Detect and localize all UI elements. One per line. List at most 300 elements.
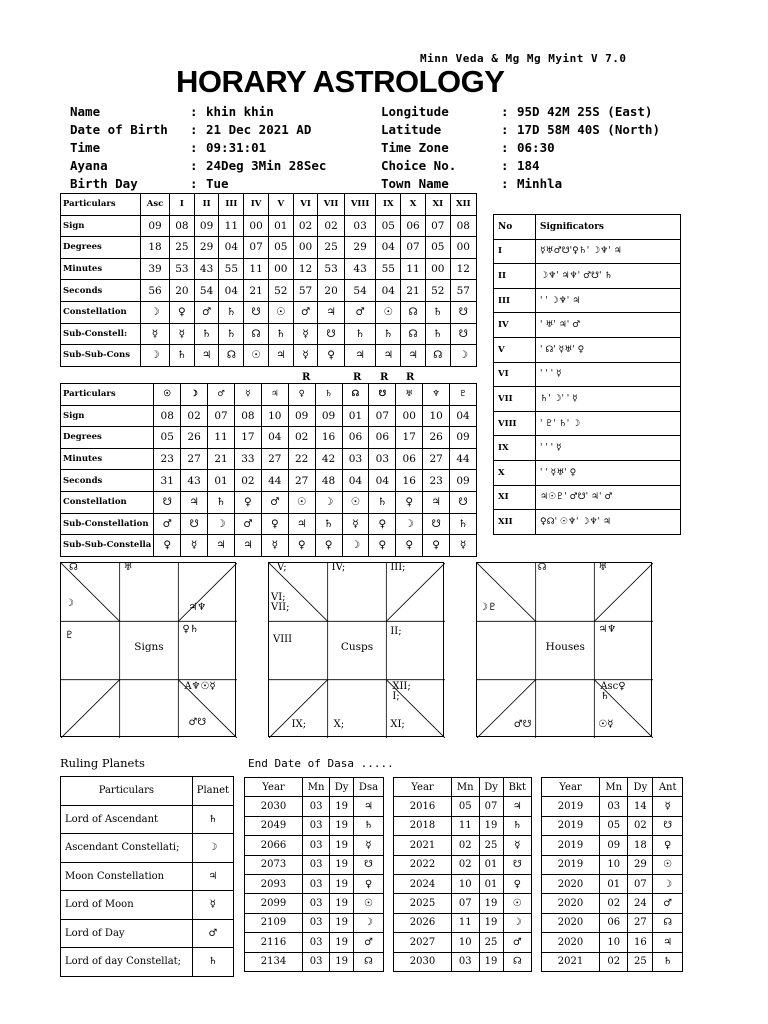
header-row: [494, 215, 681, 240]
column-header: ♃: [261, 384, 288, 406]
table-cell: ♃: [401, 345, 426, 367]
table-cell: 08: [170, 215, 195, 237]
table-cell: 02: [600, 952, 628, 971]
table-row: [245, 933, 384, 952]
header-row: [61, 777, 234, 806]
table-cell: 25: [318, 237, 344, 259]
table-cell: ♄: [653, 952, 683, 971]
chart-cell-br-top: A♆☉☿: [184, 680, 216, 692]
table-cell: ♄: [208, 491, 235, 513]
house-number: I: [494, 239, 536, 264]
column-header: XII: [450, 194, 476, 216]
table-cell: ♂: [261, 491, 288, 513]
info-value: 184: [517, 158, 540, 173]
header-row: [61, 194, 477, 216]
chart-cell-tc: ♅: [123, 562, 133, 573]
table-cell: 09: [315, 405, 342, 427]
column-header: Significators: [536, 215, 681, 240]
column-header: ☿: [234, 384, 261, 406]
table-row: [394, 913, 532, 932]
significators-table: [493, 214, 681, 535]
table-row: [494, 411, 681, 436]
table-cell: ☿: [450, 535, 477, 557]
info-label: Ayana: [70, 158, 108, 173]
table-row: [394, 933, 532, 952]
table-cell: 03: [303, 894, 330, 913]
chart-cell-br-bot: ☉☿: [598, 718, 614, 730]
table-cell: 2066: [245, 836, 303, 855]
table-cell: 14: [628, 797, 653, 816]
info-row: [70, 176, 406, 194]
info-colon: :: [501, 140, 509, 155]
table-cell: 25: [628, 952, 653, 971]
table-row: [61, 280, 477, 302]
column-header: IX: [376, 194, 401, 216]
house-number: X: [494, 460, 536, 485]
table-cell: 54: [194, 280, 219, 302]
table-cell: ♀: [170, 301, 195, 323]
table-cell: ♃: [194, 345, 219, 367]
row-label: Degrees: [61, 237, 141, 259]
house-number: XI: [494, 485, 536, 510]
table-cell: ☽: [353, 913, 383, 932]
table-cell: 01: [479, 855, 503, 874]
house-number: V: [494, 337, 536, 362]
table-cell: 2073: [245, 855, 303, 874]
chart-cell-br-bot: ♂☋: [188, 716, 207, 728]
column-header: Particulars: [61, 384, 154, 406]
table-cell: 10: [452, 933, 480, 952]
column-header: Dy: [479, 778, 503, 797]
column-header: No: [494, 215, 536, 240]
table-cell: 16: [396, 470, 423, 492]
table-cell: ☊: [503, 952, 531, 971]
table-cell: 2027: [394, 933, 452, 952]
table-cell: 00: [293, 237, 318, 259]
info-colon: :: [190, 158, 198, 173]
table-cell: ☿: [170, 323, 195, 345]
table-cell: 04: [342, 470, 369, 492]
table-cell: 29: [344, 237, 376, 259]
table-cell: 07: [425, 215, 450, 237]
column-header: III: [219, 194, 244, 216]
info-colon: :: [501, 104, 509, 119]
table-row: [494, 337, 681, 362]
table-cell: ♃: [234, 535, 261, 557]
table-cell: 04: [376, 280, 401, 302]
significator-cell: ' ' ' ☿: [536, 362, 681, 387]
info-row: [70, 140, 406, 158]
table-cell: 17: [234, 427, 261, 449]
table-cell: 02: [234, 470, 261, 492]
column-header: Particulars: [61, 194, 141, 216]
table-cell: ♄: [170, 345, 195, 367]
table-cell: ♄: [369, 491, 396, 513]
table-cell: 56: [141, 280, 170, 302]
table-cell: 00: [450, 237, 476, 259]
table-cell: 01: [268, 215, 293, 237]
table-cell: 07: [401, 237, 426, 259]
table-cell: 2018: [394, 816, 452, 835]
table-cell: 05: [425, 237, 450, 259]
significator-cell: ' ☊' ☿♅' ♀: [536, 337, 681, 362]
table-row: [394, 816, 532, 835]
table-cell: 07: [244, 237, 269, 259]
table-cell: 55: [376, 258, 401, 280]
column-header: ♅: [396, 384, 423, 406]
table-cell: ☊: [653, 913, 683, 932]
info-value: Tue: [206, 176, 229, 191]
column-header: Dsa: [353, 778, 383, 797]
table-cell: 19: [479, 816, 503, 835]
table-row: [61, 919, 234, 948]
column-header: Mn: [303, 778, 330, 797]
table-cell: ☋: [181, 513, 208, 535]
table-row: [245, 874, 384, 893]
info-block: [70, 104, 710, 194]
table-cell: ☿: [503, 836, 531, 855]
table-cell: 02: [318, 215, 344, 237]
table-cell: 19: [330, 836, 354, 855]
table-cell: ☋: [318, 323, 344, 345]
table-cell: ☋: [154, 491, 181, 513]
table-cell: ☿: [353, 836, 383, 855]
info-value: khin khin: [206, 104, 274, 119]
table-cell: ♄: [353, 816, 383, 835]
ruling-particular: Lord of day Constellat;: [61, 948, 193, 977]
table-row: [61, 237, 477, 259]
table-cell: 03: [600, 797, 628, 816]
table-cell: 02: [628, 816, 653, 835]
table-cell: ☉: [244, 345, 269, 367]
table-cell: ♀: [396, 535, 423, 557]
table-cell: ☽: [503, 913, 531, 932]
table-cell: 00: [425, 258, 450, 280]
significator-cell: ♀☊' ☉♆' ☽♆' ♃: [536, 510, 681, 535]
house-number: II: [494, 264, 536, 289]
column-header: Dy: [330, 778, 354, 797]
significator-cell: ' ' ☿♅' ♀: [536, 460, 681, 485]
houses-chart: [476, 562, 652, 737]
column-header: IV: [244, 194, 269, 216]
chart-cell-tl-top: V;: [277, 562, 287, 573]
chart-cell-ml: VIII: [273, 634, 293, 646]
table-cell: ♀: [396, 491, 423, 513]
chart-cell-tl-bot: VI; VII;: [271, 592, 290, 613]
chart-cell-br-top: XII; I;: [392, 680, 411, 702]
table-cell: 22: [288, 448, 315, 470]
table-cell: 02: [293, 215, 318, 237]
table-cell: 04: [219, 237, 244, 259]
table-cell: 19: [330, 913, 354, 932]
table-cell: 19: [479, 894, 503, 913]
column-header: VIII: [344, 194, 376, 216]
table-cell: 05: [452, 797, 480, 816]
table-cell: 06: [401, 215, 426, 237]
info-row: [70, 122, 406, 140]
info-colon: :: [190, 122, 198, 137]
row-label: Seconds: [61, 280, 141, 302]
table-cell: ♂: [293, 301, 318, 323]
column-header: ♇: [450, 384, 477, 406]
table-cell: 2134: [245, 952, 303, 971]
table-cell: ☋: [653, 816, 683, 835]
table-cell: 08: [154, 405, 181, 427]
info-label: Time Zone: [381, 140, 449, 155]
table-cell: 05: [600, 816, 628, 835]
table-row: [494, 436, 681, 461]
table-cell: 21: [244, 280, 269, 302]
table-row: [61, 448, 477, 470]
chart-cell-ml: ♇: [65, 630, 74, 642]
dasa-table: [244, 777, 384, 972]
table-row: [394, 874, 532, 893]
info-value: 21 Dec 2021 AD: [206, 122, 312, 137]
table-cell: 55: [219, 258, 244, 280]
table-cell: ♄: [450, 513, 477, 535]
table-cell: 48: [315, 470, 342, 492]
info-label: Name: [70, 104, 101, 119]
table-row: [542, 797, 683, 816]
table-cell: ☉: [288, 491, 315, 513]
info-value: Minhla: [517, 176, 563, 191]
chart-cell-br-top: Asc♀ ♄: [600, 680, 626, 702]
column-header: ♀: [288, 384, 315, 406]
column-header: ☽: [181, 384, 208, 406]
table-cell: 2030: [245, 797, 303, 816]
house-number: VI: [494, 362, 536, 387]
table-cell: 27: [288, 470, 315, 492]
table-cell: 01: [342, 405, 369, 427]
planet-table: [60, 383, 477, 557]
table-cell: ☋: [450, 301, 476, 323]
column-header: ♆: [423, 384, 450, 406]
table-cell: 11: [452, 816, 480, 835]
chart-cell-bl: IX;: [291, 718, 307, 730]
column-header: Year: [542, 778, 600, 797]
table-cell: ♄: [425, 323, 450, 345]
table-row: [494, 387, 681, 412]
significator-cell: ' ♅' ♃' ♂: [536, 313, 681, 338]
table-cell: ☊: [244, 323, 269, 345]
table-cell: ♄: [503, 816, 531, 835]
table-cell: 19: [330, 894, 354, 913]
chart-cell-bc: X;: [333, 718, 345, 730]
chart-cell-tl-top: ☊: [69, 562, 78, 573]
table-cell: 53: [170, 258, 195, 280]
table-cell: 29: [194, 237, 219, 259]
column-header: Planet: [192, 777, 233, 806]
antara-table: [541, 777, 683, 972]
table-cell: 42: [315, 448, 342, 470]
table-cell: ♃: [288, 513, 315, 535]
table-cell: 11: [401, 258, 426, 280]
table-row: [61, 834, 234, 863]
table-row: [394, 855, 532, 874]
table-cell: 27: [261, 448, 288, 470]
table-cell: ♃: [503, 797, 531, 816]
ruling-planet: ☿: [192, 891, 233, 920]
column-header: ☉: [154, 384, 181, 406]
table-cell: 2022: [394, 855, 452, 874]
table-cell: 03: [303, 933, 330, 952]
table-cell: 07: [452, 894, 480, 913]
table-cell: 31: [154, 470, 181, 492]
house-number: VIII: [494, 411, 536, 436]
table-row: [61, 948, 234, 977]
column-header: I: [170, 194, 195, 216]
row-label: Sign: [61, 215, 141, 237]
table-cell: ♃: [181, 491, 208, 513]
table-cell: 2019: [542, 816, 600, 835]
table-cell: 26: [423, 427, 450, 449]
table-cell: ☊: [401, 301, 426, 323]
table-cell: ☋: [244, 301, 269, 323]
table-cell: ♀: [288, 535, 315, 557]
chart-cell-tr: III;: [390, 562, 406, 573]
table-cell: 53: [318, 258, 344, 280]
table-cell: 01: [600, 874, 628, 893]
table-cell: 06: [342, 427, 369, 449]
row-label: Seconds: [61, 470, 154, 492]
table-cell: 04: [450, 405, 477, 427]
table-cell: ☋: [450, 491, 477, 513]
table-row: [394, 952, 532, 971]
table-cell: 18: [628, 836, 653, 855]
ruling-particular: Lord of Ascendant: [61, 805, 193, 834]
table-cell: 2026: [394, 913, 452, 932]
table-cell: 43: [194, 258, 219, 280]
retro-mark: R: [353, 372, 362, 383]
column-header: Mn: [452, 778, 480, 797]
table-cell: 2030: [394, 952, 452, 971]
signs-chart: [60, 562, 236, 737]
table-cell: 27: [628, 913, 653, 932]
table-cell: 07: [479, 797, 503, 816]
table-cell: 09: [450, 470, 477, 492]
table-row: [494, 313, 681, 338]
info-value: 17D 58M 40S (North): [517, 122, 660, 137]
table-row: [61, 405, 477, 427]
table-cell: 19: [330, 874, 354, 893]
table-cell: 07: [208, 405, 235, 427]
column-header: ☊: [342, 384, 369, 406]
table-cell: 19: [330, 952, 354, 971]
table-row: [61, 427, 477, 449]
table-cell: 04: [261, 427, 288, 449]
table-cell: ♀: [369, 513, 396, 535]
table-cell: ☿: [653, 797, 683, 816]
table-cell: 52: [268, 280, 293, 302]
ruling-particular: Moon Constellation: [61, 862, 193, 891]
table-row: [245, 816, 384, 835]
info-row: [381, 176, 717, 194]
table-cell: ♂: [194, 301, 219, 323]
table-cell: 23: [154, 448, 181, 470]
table-cell: 44: [450, 448, 477, 470]
table-cell: 09: [450, 427, 477, 449]
table-cell: ☿: [181, 535, 208, 557]
table-cell: ☊: [425, 345, 450, 367]
table-cell: ♃: [318, 301, 344, 323]
row-label: Constellation: [61, 301, 141, 323]
table-cell: 2020: [542, 874, 600, 893]
table-cell: 03: [452, 952, 480, 971]
table-cell: 03: [303, 797, 330, 816]
info-colon: :: [501, 176, 509, 191]
table-row: [542, 894, 683, 913]
table-row: [245, 952, 384, 971]
table-cell: 07: [628, 874, 653, 893]
table-cell: ☽: [141, 301, 170, 323]
table-cell: 03: [344, 215, 376, 237]
info-value: 24Deg 3Min 28Sec: [206, 158, 327, 173]
table-row: [542, 913, 683, 932]
significator-cell: ☿♅♂☋'♀♄' ☽♆' ♃: [536, 239, 681, 264]
table-cell: 12: [450, 258, 476, 280]
table-cell: ☉: [653, 855, 683, 874]
table-row: [494, 362, 681, 387]
table-row: [245, 797, 384, 816]
ruling-particular: Lord of Moon: [61, 891, 193, 920]
column-header: V: [268, 194, 293, 216]
column-header: II: [194, 194, 219, 216]
table-cell: 03: [303, 855, 330, 874]
table-cell: 2024: [394, 874, 452, 893]
table-cell: 03: [342, 448, 369, 470]
table-cell: 16: [628, 933, 653, 952]
cusp-table: [60, 193, 477, 367]
header-row: [542, 778, 683, 797]
table-cell: ♂: [653, 894, 683, 913]
row-label: Sub-Constell:: [61, 323, 141, 345]
table-cell: ☽: [450, 345, 476, 367]
row-label: Sub-Sub-Constella: [61, 535, 154, 557]
column-header: Asc: [141, 194, 170, 216]
table-cell: 20: [318, 280, 344, 302]
ruling-planet: ☽: [192, 834, 233, 863]
info-colon: :: [501, 158, 509, 173]
table-row: [61, 470, 477, 492]
table-cell: 10: [600, 855, 628, 874]
table-cell: 09: [141, 215, 170, 237]
table-cell: 19: [330, 797, 354, 816]
info-colon: :: [501, 122, 509, 137]
table-cell: 2116: [245, 933, 303, 952]
table-cell: 00: [268, 258, 293, 280]
table-cell: 19: [479, 952, 503, 971]
table-row: [61, 891, 234, 920]
row-label: Sub-Constellation: [61, 513, 154, 535]
table-cell: 2019: [542, 855, 600, 874]
table-cell: 03: [303, 836, 330, 855]
table-cell: 2025: [394, 894, 452, 913]
table-cell: 27: [181, 448, 208, 470]
table-cell: 04: [369, 470, 396, 492]
table-cell: 03: [369, 448, 396, 470]
table-row: [494, 460, 681, 485]
table-cell: 01: [208, 470, 235, 492]
table-row: [542, 933, 683, 952]
column-header: Particulars: [61, 777, 193, 806]
info-label: Latitude: [381, 122, 442, 137]
table-cell: ♀: [318, 345, 344, 367]
column-header: XI: [425, 194, 450, 216]
table-row: [542, 952, 683, 971]
table-row: [61, 258, 477, 280]
info-value: 06:30: [517, 140, 555, 155]
table-cell: ☋: [423, 513, 450, 535]
